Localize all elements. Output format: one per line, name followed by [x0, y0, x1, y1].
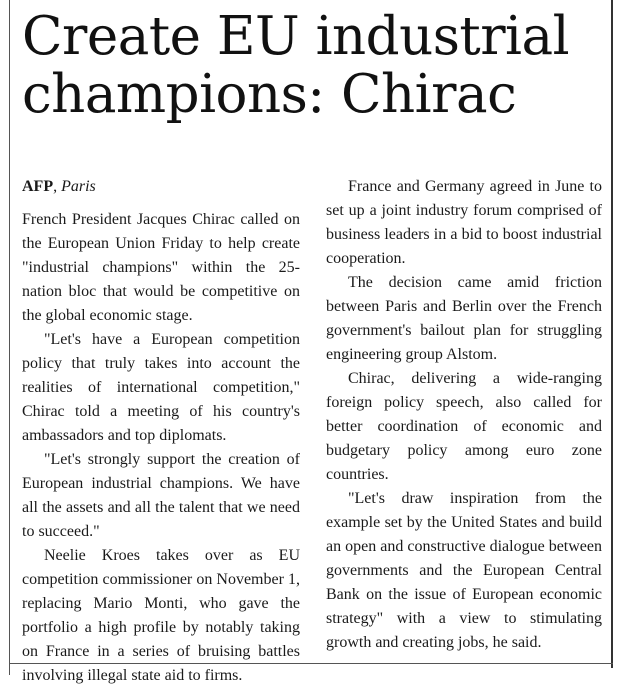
headline-line-2: champions: Chirac — [22, 64, 517, 125]
byline-agency: AFP — [22, 178, 54, 195]
paragraph: "Let's strongly support the creation of European industrial champions. We have all the assets and all the talent that we need to succeed." — [22, 451, 300, 540]
left-border-rule — [9, 0, 10, 675]
byline — [22, 176, 96, 198]
paragraph: French President Jacques Chirac called on the European Union Friday to help create "industrial champions" within the 25-nation bloc that would be competitive on the global economic stage. — [22, 211, 300, 324]
byline-city: Paris — [61, 178, 96, 195]
headline-line-1: Create EU industrial — [22, 6, 570, 67]
article-column-left — [22, 208, 300, 688]
article-column-right — [326, 175, 602, 655]
byline-separator: , — [53, 178, 62, 195]
headline — [22, 8, 612, 124]
paragraph: "Let's draw inspiration from the example set by the United States and build an open and constructive dialogue between governments and the European Central Bank on the issue of European economic strategy" with a view to stimulating growth and creating jobs, he said. — [326, 490, 602, 651]
paragraph: The decision came amid friction between Paris and Berlin over the French government's bailout plan for struggling engineering group Alstom. — [326, 274, 602, 363]
paragraph: Neelie Kroes takes over as EU competition commissioner on November 1, replacing Mario Monti, who gave the portfolio a high profile by notably taking on France in a series of bruising battles involving illegal state aid to firms. — [22, 547, 300, 684]
paragraph: "Let's have a European competition policy that truly takes into account the realities of international competition," Chirac told a meeting of his country's ambassadors and top diplomats. — [22, 331, 300, 444]
paragraph: France and Germany agreed in June to set up a joint industry forum comprised of business leaders in a bid to boost industrial cooperation. — [326, 178, 602, 267]
paragraph: Chirac, delivering a wide-ranging foreign policy speech, also called for better coordination of economic and budgetary policy among euro zone countries. — [326, 370, 602, 483]
